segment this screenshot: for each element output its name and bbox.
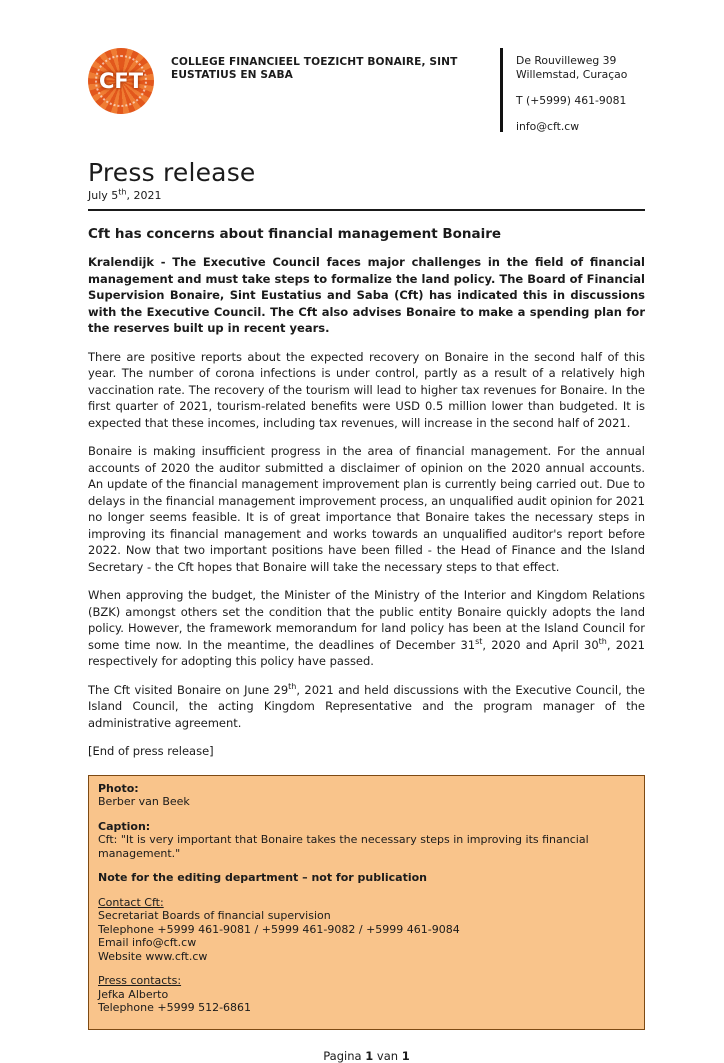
footer-page-number: 1 xyxy=(365,1048,374,1063)
lead-paragraph: Kralendijk - The Executive Council faces major challenges in the field of financial management and must take steps to formalize the land policy. The Board of Financial Supervision Bonaire, Sint Eustatius and Saba (Cft) has indicated this in discussions with the Executive Council. The Cft also advises Bonaire to make a spending plan for the reserves built up in recent years. xyxy=(88,255,645,335)
editing-department-note: Note for the editing department – not for publication xyxy=(98,871,427,884)
contact-line: Telephone +5999 461-9081 / +5999 461-9082 / +5999 461-9084 xyxy=(98,922,460,936)
title-rule xyxy=(88,209,645,211)
body-paragraph: There are positive reports about the expected recovery on Bonaire in the second half of this year. The number of corona infections is under control, partly as a result of a relatively high vaccination rate. The recovery of the tourism will lead to higher tax revenues for Bonaire. In the first quarter of 2021, tourism-related benefits were USD 0.5 million lower than budgeted. It is expected that these incomes, including tax revenues, will increase in the second half of 2021. xyxy=(88,349,645,430)
spacer xyxy=(516,82,645,94)
editor-info-box xyxy=(88,775,645,1030)
cft-logo xyxy=(88,48,154,114)
spacer xyxy=(98,963,634,974)
spacer xyxy=(98,809,634,820)
photo-credit: Berber van Beek xyxy=(98,795,190,808)
document-type-title: Press release xyxy=(88,158,256,187)
body-paragraph: Bonaire is making insufficient progress in the area of financial management. For the annual accounts of 2020 the auditor submitted a disclaimer of opinion on the 2020 annual accounts. An update of the financial management improvement plan is currently being carried out. Due to delays in the financial management improvement process, an unqualified audit opinion for 2021 no longer seems feasible. It is of great importance that Bonaire takes the necessary steps in improving its financial management and works towards an unqualified auditor's report before 2022. Now that two important positions have been filled - the Head of Finance and the Island Secretary - the Cft hopes that Bonaire will take the necessary steps to that effect. xyxy=(88,444,645,574)
phone-number: T (+5999) 461-9081 xyxy=(516,94,627,107)
body-paragraph: The Cft visited Bonaire on June 29th, 2021 and held discussions with the Executive Council, the Island Council, the acting Kingdom Representative and the program manager of the administrative agreement. xyxy=(88,681,645,730)
press-contact-line: Telephone +5999 512-6861 xyxy=(98,1001,252,1014)
body-paragraph: When approving the budget, the Minister of the Ministry of the Interior and Kingdom Relations (BZK) amongst others set the condition that the public entity Bonaire quickly adopts the land policy. However, the framework memorandum for land policy has been at the Island Council for some time now. In the meantime, the deadlines of December 31st, 2020 and April 30th, 2021 respectively for adopting this policy have passed. xyxy=(88,588,645,668)
press-release-body xyxy=(88,254,645,760)
spacer xyxy=(98,860,634,871)
caption-label: Caption: xyxy=(98,819,151,833)
page-number-footer xyxy=(88,1049,645,1063)
contact-line: Secretariat Boards of financial supervision xyxy=(98,909,331,922)
footer-separator: van xyxy=(376,1048,399,1063)
press-contacts-heading: Press contacts: xyxy=(98,974,182,987)
address-line-1: De Rouvilleweg 39 xyxy=(516,54,617,67)
spacer xyxy=(98,885,634,896)
spacer xyxy=(516,108,645,120)
address-line-2: Willemstad, Curaçao xyxy=(516,68,628,81)
photo-label: Photo: xyxy=(98,781,139,795)
press-contact-line: Jefka Alberto xyxy=(98,987,169,1001)
header-contact-block xyxy=(503,46,645,134)
contact-line: Email info@cft.cw xyxy=(98,936,197,949)
end-of-press-release-note: [End of press release] xyxy=(88,744,214,758)
logo-text: CFT xyxy=(98,69,144,93)
contact-cft-heading: Contact Cft: xyxy=(98,895,164,909)
footer-total-pages: 1 xyxy=(401,1048,410,1063)
contact-line: Website www.cft.cw xyxy=(98,949,208,963)
letterhead xyxy=(88,46,645,134)
org-title: COLLEGE FINANCIEEL TOEZICHT BONAIRE, SINT EUSTATIUS EN SABA xyxy=(171,56,458,81)
document-date: July 5th, 2021 xyxy=(88,187,162,202)
headline: Cft has concerns about financial management Bonaire xyxy=(88,226,502,242)
caption-text: Cft: "It is very important that Bonaire takes the necessary steps in improving its financial management." xyxy=(98,833,589,860)
email-address: info@cft.cw xyxy=(516,120,580,133)
footer-prefix: Pagina xyxy=(323,1048,362,1063)
